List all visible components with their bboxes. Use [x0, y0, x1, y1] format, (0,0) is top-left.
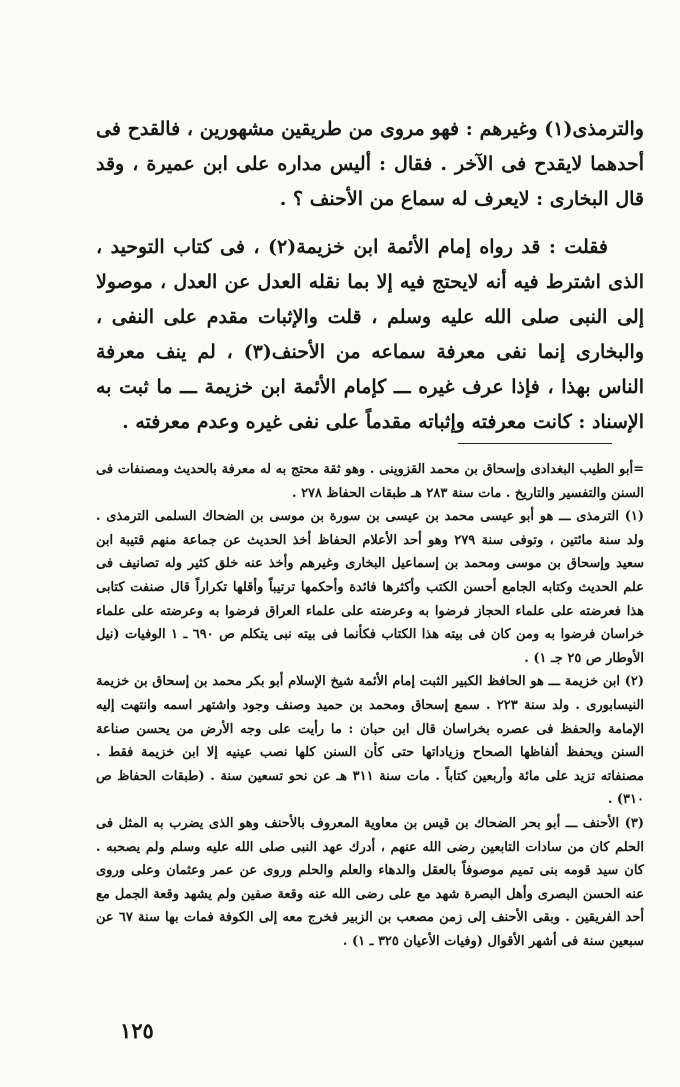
- footnote-continuation: =أبو الطيب البغدادى وإسحاق بن محمد القزوينى . وهو ثقة محتج به له معرفة بالحديث ومصنفات فى السنن والتفسير والتاريخ . مات سنة ٢٨٣ هـ طبقات الحفاظ ٢٧٨ .: [96, 462, 644, 501]
- footnote-3: (٣) الأحنف ـــ أبو بحر الضحاك بن قيس بن معاوية المعروف بالأحنف وهو الذى يضرب به المثل فى الحلم كان من سادات التابعين رضى الله عنهم ، أدرك عهد النبى صلى الله عليه وسلم ولم يصحبه . كان سيد قومه بنى تميم موصوفاً بالعقل والدهاء والعلم والحلم وروى عن عمر وعثمان وعلى وروى عنه الحسن البصرى وأهل البصرة شهد مع على رضى الله عنه وقعة صفين ولم يشهد وقعة الجمل مع أحد الفريقين . وبقى الأحنف إلى زمن مصعب بن الزبير فخرج معه إلى الكوفة فمات بها سنة ٦٧ عن سبعين سنة فى أشهر الأقوال (وفيات الأعيان ٣٢٥ ـ ١) .: [96, 815, 644, 949]
- paragraph-2-text: فقلت : قد رواه إمام الأئمة ابن خزيمة(٢) ، فى كتاب التوحيد ، الذى اشترط فيه أنه لايحتج فيه إلا بما نقله العدل عن العدل ، موصولا إلى النبى صلى الله عليه وسلم ، قلت والإثبات مقدم على النفى ، والبخارى إنما نفى معرفة سماعه من الأحنف(٣) ، لم ينف معرفة الناس بهذا ، فإذا عرف غيره ـــ كإمام الأئمة ابن خزيمة ـــ ما ثبت به الإسناد : كانت معرفته وإثباته مقدماً على نفى غيره وعدم معرفته .: [96, 236, 644, 433]
- footnotes-section: [96, 458, 644, 953]
- page-number: ١٢٥: [120, 1018, 154, 1043]
- main-paragraph-1: [96, 112, 644, 217]
- paragraph-1-text: والترمذى(١) وغيرهم : فهو مروى من طريقين مشهورين ، فالقدح فى أحدهما لايقدح فى الآخر . فقال : أليس مداره على ابن عميرة ، وقد قال البخارى : لايعرف له سماع من الأحنف ؟ .: [96, 118, 644, 210]
- footnote-separator: [458, 443, 612, 444]
- main-paragraph-2: [96, 230, 644, 440]
- footnote-1: (١) الترمذى ـــ هو أبو عيسى محمد بن عيسى بن سورة بن موسى بن الضحاك السلمى الترمذى . ولد سنة مائتين ، وتوفى سنة ٢٧٩ وهو أحد الأعلام الحفاظ أخذ الحديث عن جماعة منهم قتيبة ابن سعيد وإسحاق بن موسى ومحمد بن إسماعيل البخارى وغيرهم وأخذ عنه خلق كثير وله تصانيف فى علم الحديث وكتابه الجامع أحسن الكتب وأكثرها فائدة وأحكمها ترتيباً وأقلها تكراراً قال صنفت كتابى هذا فعرضته على علماء الحجاز فرضوا به وعرضته على علماء العراق فرضوا به وعرضته على علماء خراسان فرضوا به ومن كان فى بيته هذا الكتاب فكأنما فى بيته نبى يتكلم ص ٦٩٠ ـ ١ الوفيات (نيل الأوطار ص ٢٥ جـ ١) .: [96, 509, 644, 666]
- footnote-2: (٢) ابن خزيمة ـــ هو الحافظ الكبير الثبت إمام الأئمة شيخ الإسلام أبو بكر محمد بن إسحاق بن خزيمة النيسابورى . ولد سنة ٢٢٣ . سمع إسحاق ومحمد بن حميد وصنف وجود واشتهر اسمه وانتهت إليه الإمامة والحفظ فى عصره بخراسان قال ابن حبان : ما رأيت على وجه الأرض من يحسن صناعة السنن ويحفظ ألفاظها الصحاح وزياداتها حتى كأن السنن كلها نصب عينيه إلا ابن خزيمة فقط . مصنفاته تزيد على مائة وأربعين كتاباً . مات سنة ٣١١ هـ عن نحو تسعين سنة . (طبقات الحفاظ ص ٣١٠) .: [96, 674, 644, 808]
